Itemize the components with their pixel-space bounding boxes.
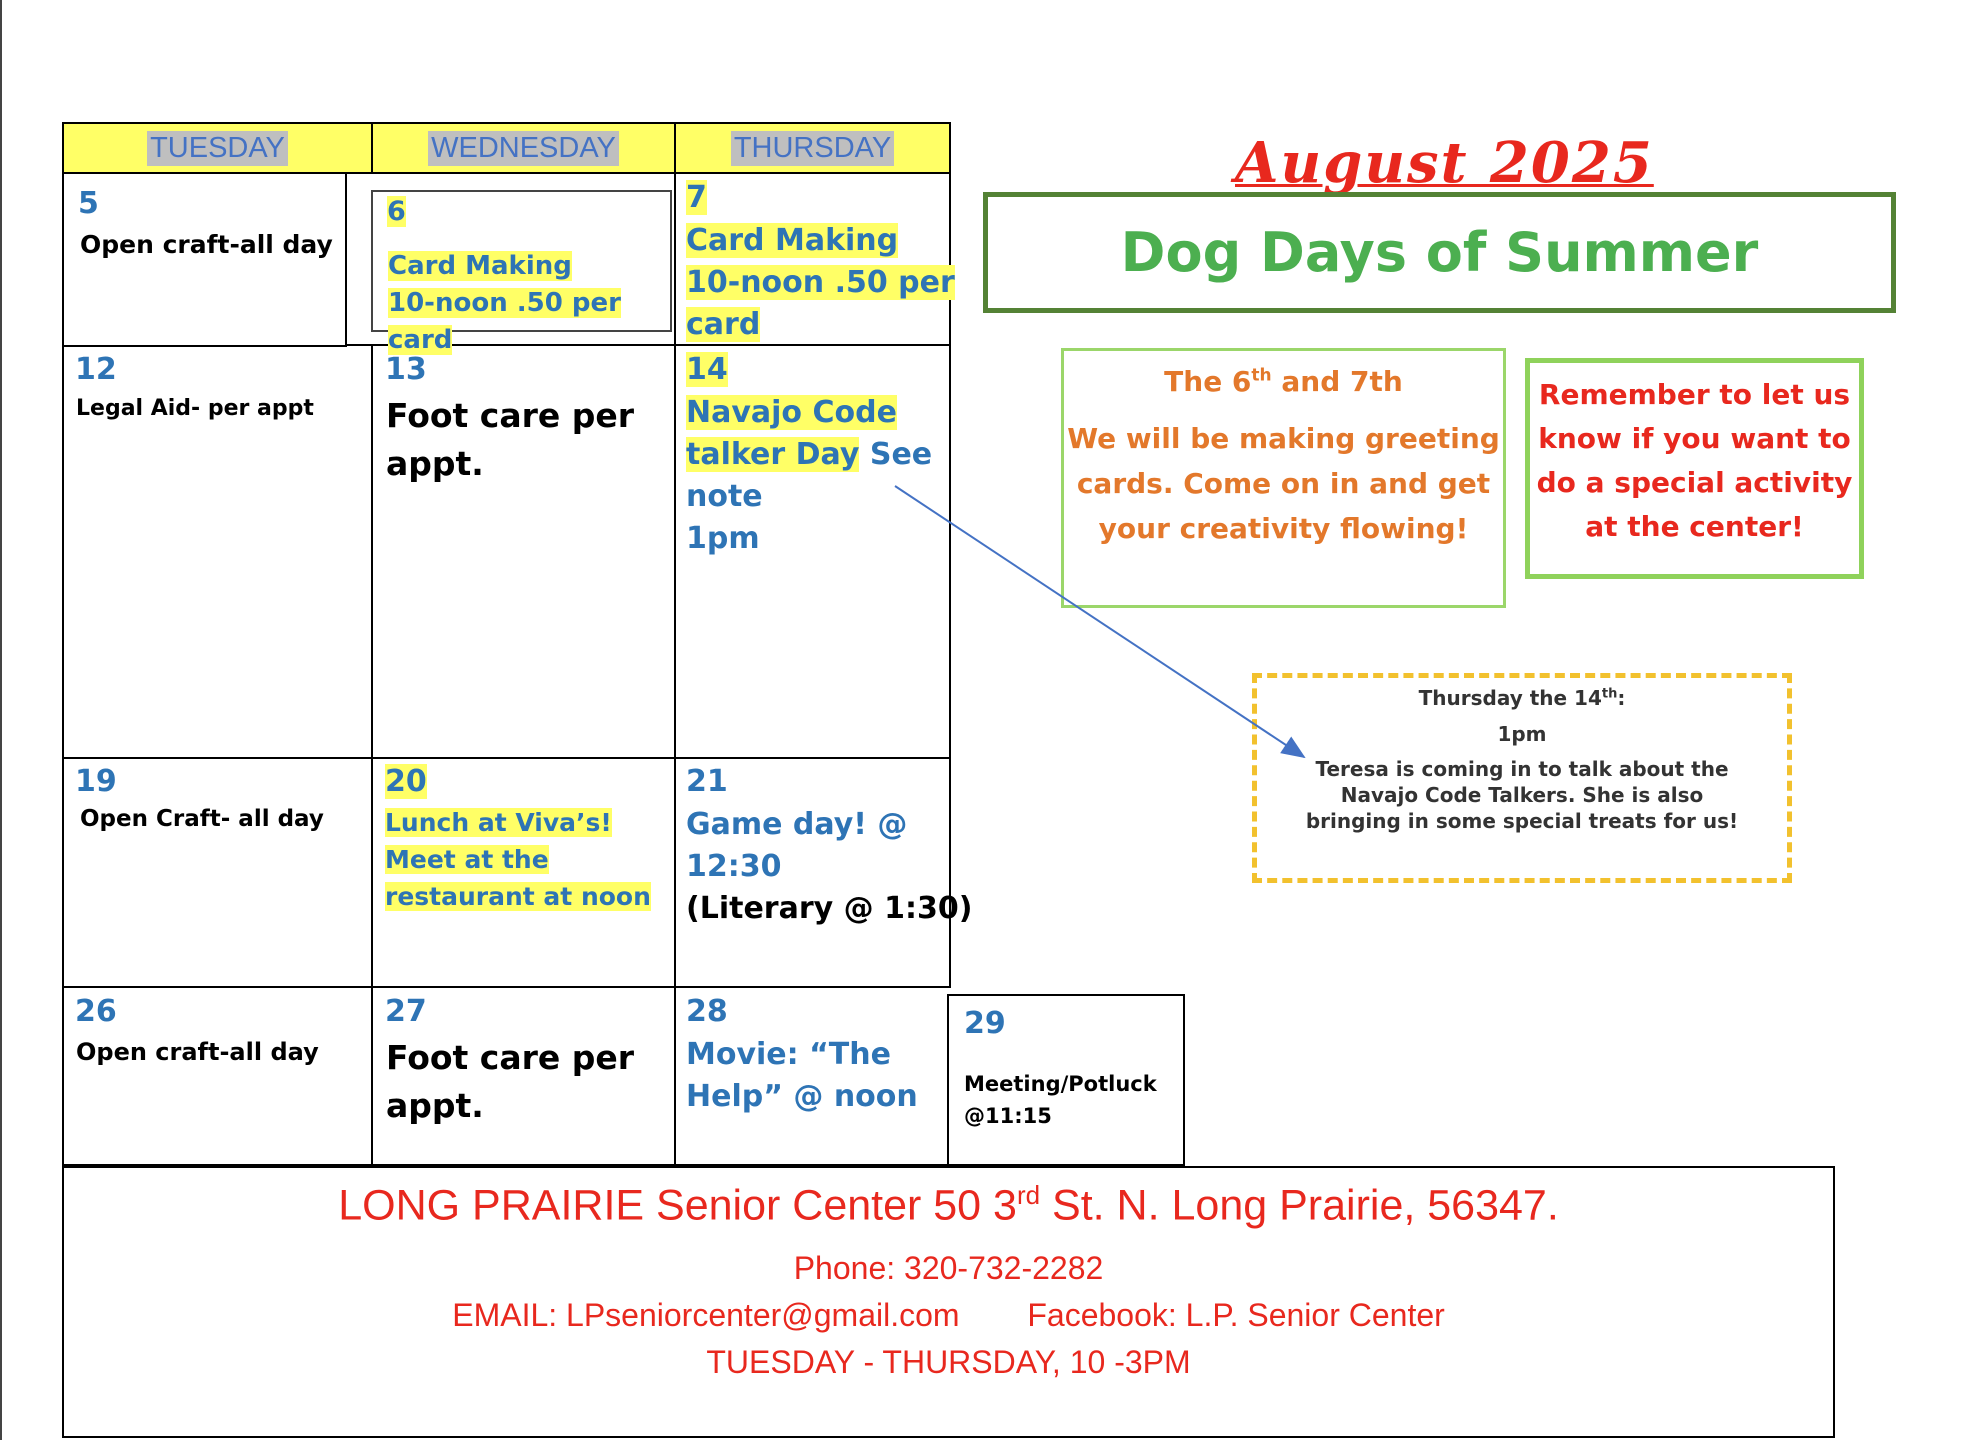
- note-heading: Thursday the 14th:: [1418, 686, 1626, 710]
- center-name: LONG PRAIRIE Senior Center 50 3rd St. N. Long Prairie, 56347.: [338, 1180, 1559, 1230]
- day-number: 29: [964, 1006, 1006, 1041]
- contact-line: [64, 1297, 1833, 1334]
- event-text: Foot care per appt.: [386, 1038, 635, 1125]
- event-text: Card Making 10-noon .50 per card: [686, 223, 955, 342]
- day-number: 6: [387, 196, 406, 227]
- email-text: EMAIL: LPseniorcenter@gmail.com: [452, 1297, 960, 1334]
- header-wednesday: WEDNESDAY: [373, 124, 674, 172]
- day-number: 5: [78, 186, 99, 221]
- facebook-text: Facebook: L.P. Senior Center: [1027, 1297, 1445, 1334]
- note-time: 1pm: [1497, 722, 1547, 746]
- day-number: 7: [686, 180, 707, 215]
- day-number: 28: [686, 994, 728, 1029]
- event-text: Open Craft- all day: [80, 806, 324, 832]
- header-tuesday: TUESDAY: [64, 124, 371, 172]
- notice-heading: The 6th and 7th: [1164, 365, 1403, 398]
- event-text: Movie: “The Help” @ noon: [686, 1037, 918, 1114]
- day-number: 20: [385, 764, 427, 799]
- day-number: 21: [686, 764, 728, 799]
- phone-text: Phone: 320-732-2282: [793, 1250, 1104, 1287]
- event-text: Foot care per appt.: [386, 396, 635, 483]
- header-thursday: THURSDAY: [676, 124, 949, 172]
- hours-text: TUESDAY - THURSDAY, 10 -3PM: [706, 1344, 1191, 1381]
- notice-body: We will be making greeting cards. Come on in and get your creativity flowing!: [1067, 422, 1500, 545]
- event-text: Legal Aid- per appt: [76, 396, 314, 421]
- day-number: 27: [385, 994, 427, 1029]
- event-text: Open craft-all day: [76, 1038, 319, 1066]
- reminder-notice: Remember to let us know if you want to do a special activity at the center!: [1525, 358, 1864, 579]
- event-text: Navajo Code talker Day See note 1pm: [686, 395, 933, 556]
- event-text: Game day! @ 12:30 (Literary @ 1:30): [686, 807, 973, 926]
- day-number: 13: [385, 352, 427, 387]
- day-number: 19: [75, 764, 117, 799]
- day-number: 12: [75, 352, 117, 387]
- day-number: 14: [686, 352, 728, 387]
- center-info-footer: [62, 1166, 1835, 1438]
- event-text: Card Making 10-noon .50 per card: [388, 251, 621, 355]
- event-text: Meeting/Potluck @11:15: [964, 1072, 1157, 1128]
- day-number: 26: [75, 994, 117, 1029]
- month-title: August 2025: [1235, 130, 1654, 196]
- event-text: Open craft-all day: [80, 230, 333, 259]
- theme-title: Dog Days of Summer: [1120, 221, 1759, 284]
- event-text: Lunch at Viva’s! Meet at the restaurant at noon: [385, 808, 651, 911]
- note-body: Teresa is coming in to talk about the Navajo Code Talkers. She is also bringing in some special treats for us!: [1305, 757, 1739, 833]
